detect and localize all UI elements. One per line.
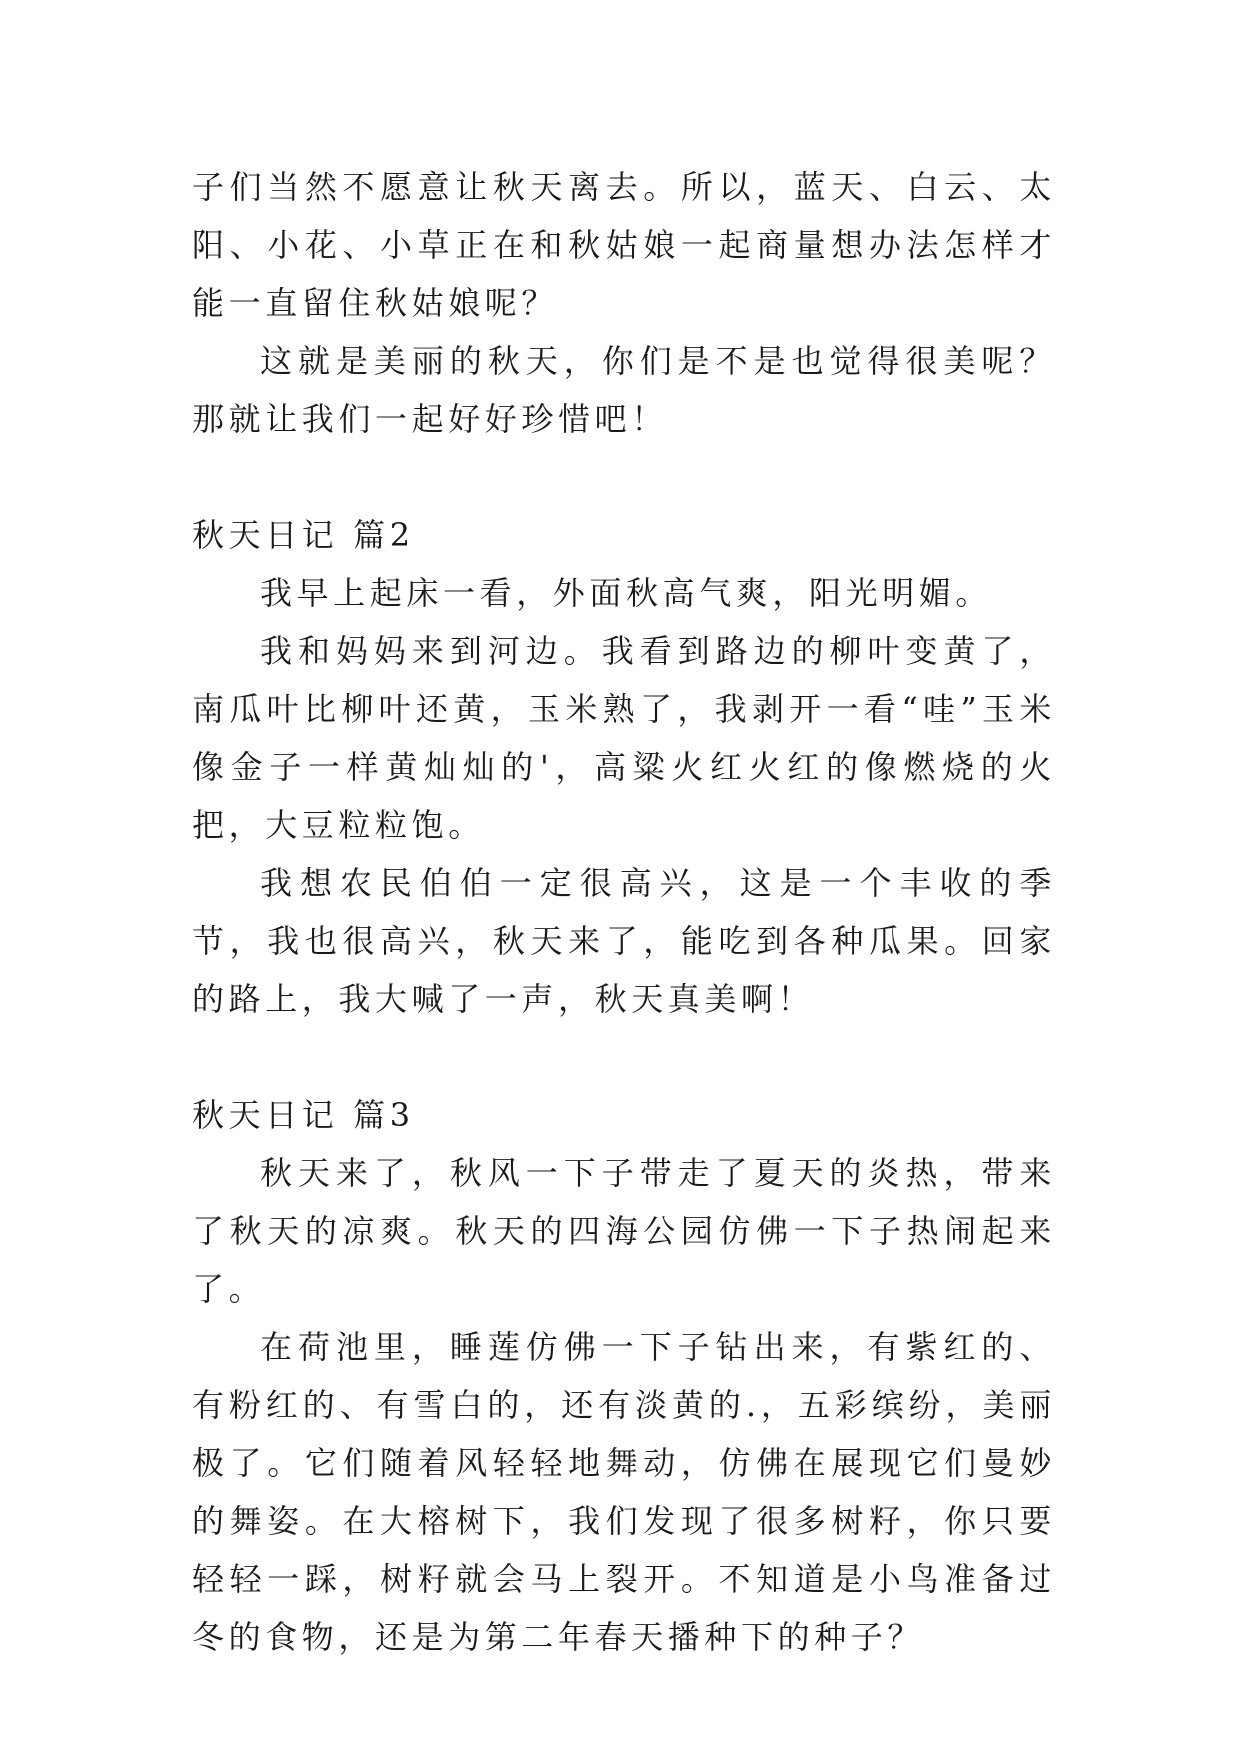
section-title: 秋天日记 篇3 [192, 1096, 415, 1134]
document-page [192, 158, 1056, 1666]
paragraph: 我和妈妈来到河边。我看到路边的柳叶变黄了，南瓜叶比柳叶还黄，玉米熟了，我剥开一看“哇”玉米像金子一样黄灿灿的'，高粱火红火红的像燃烧的火把，大豆粒粒饱。 [192, 632, 1056, 844]
section-gap [192, 1028, 1056, 1086]
section-gap [192, 448, 1056, 506]
section-title: 秋天日记 篇2 [192, 516, 415, 554]
paragraph: 我早上起床一看，外面秋高气爽，阳光明媚。 [260, 574, 993, 612]
paragraph: 在荷池里，睡莲仿佛一下子钻出来，有紫红的、有粉红的、有雪白的，还有淡黄的.，五彩缤纷，美丽极了。它们随着风轻轻地舞动，仿佛在展现它们曼妙的舞姿。在大榕树下，我们发现了很多树籽，你只要轻轻一踩，树籽就会马上裂开。不知道是小鸟准备过冬的食物，还是为第二年春天播种下的种子？ [192, 1328, 1056, 1656]
paragraph: 秋天来了，秋风一下子带走了夏天的炎热，带来了秋天的凉爽。秋天的四海公园仿佛一下子热闹起来了。 [192, 1154, 1056, 1308]
paragraph: 我想农民伯伯一定很高兴，这是一个丰收的季节，我也很高兴，秋天来了，能吃到各种瓜果。回家的路上，我大喊了一声，秋天真美啊！ [192, 864, 1056, 1018]
paragraph: 这就是美丽的秋天，你们是不是也觉得很美呢？那就让我们一起好好珍惜吧！ [192, 342, 1056, 438]
paragraph-continued: 子们当然不愿意让秋天离去。所以，蓝天、白云、太阳、小花、小草正在和秋姑娘一起商量想办法怎样才能一直留住秋姑娘呢？ [192, 168, 1056, 322]
